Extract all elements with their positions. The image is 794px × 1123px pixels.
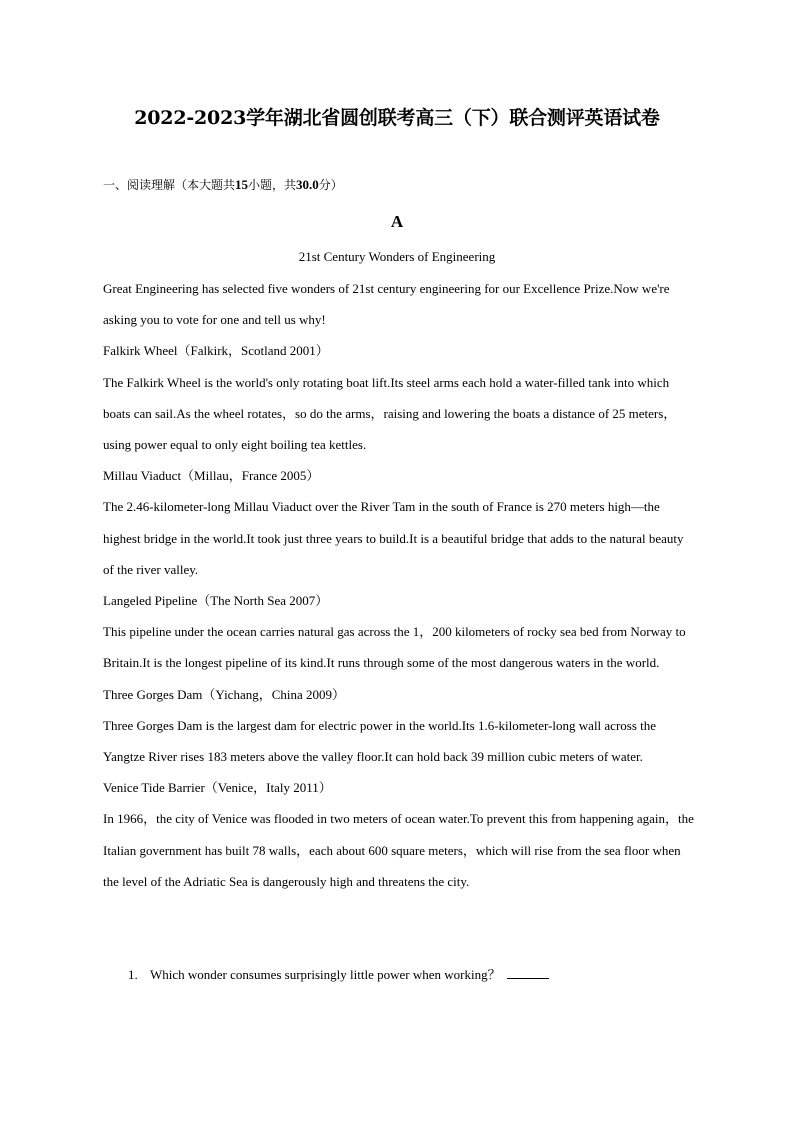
wonder-heading-three-gorges-dam: Three Gorges Dam（Yichang，China 2009） bbox=[103, 686, 346, 702]
question-number: 1. bbox=[128, 967, 138, 982]
passage-letter: A bbox=[390, 212, 404, 231]
intro-paragraph: Great Engineering has selected five wonders of 21st century engineering for our Excellence Prize.Now we're asking you to vote for one and tell us why! bbox=[103, 281, 670, 328]
section-heading-suffix: 分） bbox=[318, 178, 343, 192]
wonder-description-venice-tide-barrier: In 1966，the city of Venice was flooded in two meters of ocean water.To prevent this from happening again，the Italian government has built 78 walls，each about 600 square meters，which will rise from the sea floor when the level of the Adriatic Sea is dangerously high and threatens the city. bbox=[103, 811, 694, 889]
question-text: Which wonder consumes surprisingly little power when working？ bbox=[150, 967, 501, 982]
question-item bbox=[128, 962, 688, 988]
passage-body bbox=[103, 273, 695, 897]
wonder-description-langeled-pipeline: This pipeline under the ocean carries natural gas across the 1，200 kilometers of rocky sea bed from Norway to Britain.It is the longest pipeline of its kind.It runs through some of the most dangerous waters in the world. bbox=[103, 624, 686, 671]
exam-title: 2022-2023学年湖北省圆创联考高三（下）联合测评英语试卷 bbox=[134, 107, 660, 129]
wonder-description-three-gorges-dam: Three Gorges Dam is the largest dam for electric power in the world.Its 1.6-kilometer-long wall across the Yangtze River rises 183 meters above the valley floor.It can hold back 39 million cubic meters of water. bbox=[103, 717, 657, 765]
section-heading-mid: 小题，共 bbox=[248, 178, 297, 192]
question-count: 15 bbox=[235, 177, 249, 192]
section-heading-prefix: 一、阅读理解（本大题共 bbox=[103, 178, 236, 192]
section-heading bbox=[103, 176, 343, 194]
wonder-heading-venice-tide-barrier: Venice Tide Barrier（Venice，Italy 2011） bbox=[103, 780, 332, 796]
wonder-heading-millau-viaduct: Millau Viaduct（Millau，France 2005） bbox=[103, 468, 320, 484]
wonder-description-millau-viaduct: The 2.46-kilometer-long Millau Viaduct over the River Tam in the south of France is 270 meters high—the highest bridge in the world.It took just three years to build.It is a beautiful bridge that adds to the natural beauty of the river valley. bbox=[103, 499, 684, 577]
wonder-description-falkirk-wheel: The Falkirk Wheel is the world's only rotating boat lift.Its steel arms each hold a water-filled tank into which boats can sail.As the wheel rotates，so do the arms，raising and lowering the boats a distance of 25 meters，using power equal to only eight boiling tea kettles. bbox=[103, 374, 677, 453]
section-points: 30.0 bbox=[296, 177, 319, 192]
wonder-heading-langeled-pipeline: Langeled Pipeline（The North Sea 2007） bbox=[103, 593, 329, 609]
passage-subtitle: 21st Century Wonders of Engineering bbox=[298, 249, 496, 264]
answer-blank[interactable] bbox=[507, 964, 549, 979]
wonder-heading-falkirk-wheel: Falkirk Wheel（Falkirk，Scotland 2001） bbox=[103, 343, 329, 359]
